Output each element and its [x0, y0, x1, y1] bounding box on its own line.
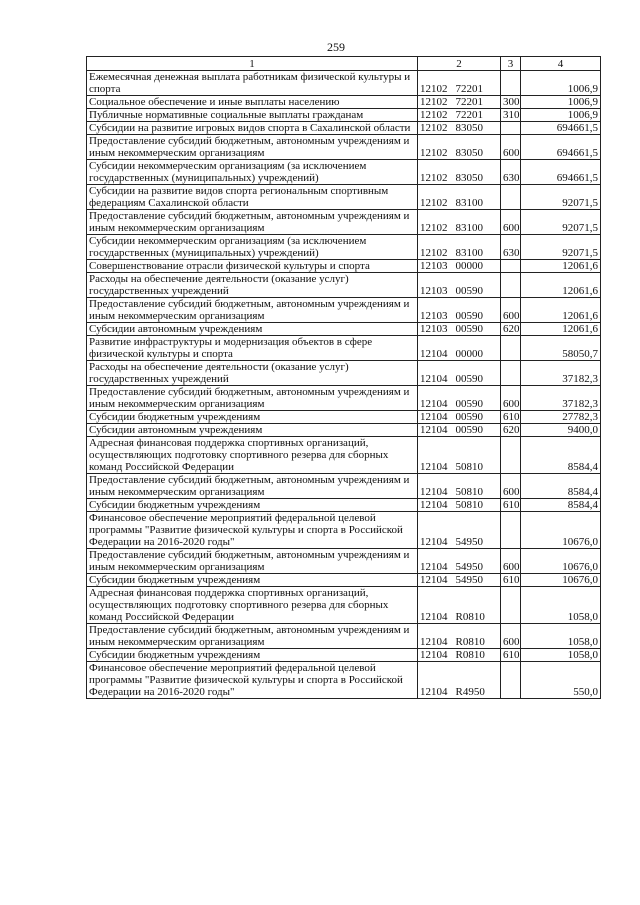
row-name: Предоставление субсидий бюджетным, автономным учреждениям и иным некоммерческим организациям [87, 474, 418, 499]
table-row [87, 624, 601, 649]
row-code-direction: R0810 [455, 636, 485, 648]
row-expense-type: 610 [501, 411, 521, 424]
row-code [418, 160, 501, 185]
row-code [418, 273, 501, 298]
row-code-direction: 50810 [455, 499, 483, 511]
row-code [418, 71, 501, 96]
row-code [418, 323, 501, 336]
row-code-direction: 50810 [455, 461, 483, 473]
budget-table [86, 56, 601, 699]
row-sum: 27782,3 [521, 411, 601, 424]
row-name: Совершенствование отрасли физической культуры и спорта [87, 260, 418, 273]
row-code-program: 12103 [420, 285, 448, 297]
row-sum: 1006,9 [521, 96, 601, 109]
row-expense-type [501, 273, 521, 298]
row-name: Ежемесячная денежная выплата работникам физической культуры и спорта [87, 71, 418, 96]
row-code-direction: 72201 [455, 109, 483, 121]
row-code-program: 12102 [420, 122, 448, 134]
row-code [418, 474, 501, 499]
row-code-direction: 83100 [455, 247, 483, 259]
row-code [418, 361, 501, 386]
table-row [87, 122, 601, 135]
row-sum: 550,0 [521, 662, 601, 699]
row-name: Финансовое обеспечение мероприятий федеральной целевой программы "Развитие физической культуры и спорта в Российской Федерации на 2016-2020 годы" [87, 512, 418, 549]
page-number: 259 [327, 40, 345, 54]
table-row [87, 424, 601, 437]
row-sum: 37182,3 [521, 386, 601, 411]
row-code-direction: 00590 [455, 411, 483, 423]
row-code [418, 336, 501, 361]
table-row [87, 109, 601, 122]
table-row [87, 411, 601, 424]
table-row [87, 336, 601, 361]
row-code-program: 12104 [420, 398, 448, 410]
row-code [418, 662, 501, 699]
row-expense-type [501, 512, 521, 549]
row-code-program: 12102 [420, 222, 448, 234]
row-expense-type: 600 [501, 210, 521, 235]
row-code [418, 235, 501, 260]
row-code [418, 499, 501, 512]
row-expense-type [501, 336, 521, 361]
row-code-direction: 83050 [455, 172, 483, 184]
row-code-program: 12104 [420, 499, 448, 511]
row-sum: 12061,6 [521, 298, 601, 323]
row-code-program: 12104 [420, 461, 448, 473]
row-code-program: 12104 [420, 536, 448, 548]
row-code-program: 12102 [420, 109, 448, 121]
row-expense-type: 610 [501, 574, 521, 587]
row-expense-type: 620 [501, 424, 521, 437]
row-sum: 8584,4 [521, 474, 601, 499]
row-sum: 12061,6 [521, 260, 601, 273]
row-code-direction: 00000 [455, 260, 483, 272]
row-code-direction: 83050 [455, 147, 483, 159]
row-sum: 58050,7 [521, 336, 601, 361]
row-name: Публичные нормативные социальные выплаты гражданам [87, 109, 418, 122]
row-code-program: 12104 [420, 636, 448, 648]
row-expense-type [501, 662, 521, 699]
row-expense-type [501, 437, 521, 474]
row-code [418, 122, 501, 135]
table-row [87, 96, 601, 109]
row-sum: 1058,0 [521, 587, 601, 624]
row-code [418, 411, 501, 424]
row-expense-type: 630 [501, 235, 521, 260]
row-code-program: 12104 [420, 486, 448, 498]
row-expense-type: 310 [501, 109, 521, 122]
row-expense-type: 600 [501, 624, 521, 649]
row-name: Субсидии на развитие видов спорта региональным спортивным федерациям Сахалинской области [87, 185, 418, 210]
row-code [418, 386, 501, 411]
row-code-program: 12104 [420, 686, 448, 698]
row-code-program: 12102 [420, 96, 448, 108]
table-row [87, 185, 601, 210]
row-name: Субсидии на развитие игровых видов спорта в Сахалинской области [87, 122, 418, 135]
row-name: Предоставление субсидий бюджетным, автономным учреждениям и иным некоммерческим организациям [87, 624, 418, 649]
table-row [87, 361, 601, 386]
row-sum: 8584,4 [521, 437, 601, 474]
row-expense-type [501, 185, 521, 210]
row-code-program: 12104 [420, 574, 448, 586]
table-row [87, 649, 601, 662]
row-code-program: 12104 [420, 561, 448, 573]
row-code-program: 12102 [420, 197, 448, 209]
table-row [87, 298, 601, 323]
row-expense-type: 300 [501, 96, 521, 109]
row-code-direction: 00590 [455, 323, 483, 335]
row-expense-type: 600 [501, 135, 521, 160]
row-name: Предоставление субсидий бюджетным, автономным учреждениям и иным некоммерческим организациям [87, 135, 418, 160]
row-name: Субсидии бюджетным учреждениям [87, 411, 418, 424]
column-header-sum: 4 [521, 57, 601, 71]
row-code-direction: R4950 [455, 686, 485, 698]
row-code [418, 210, 501, 235]
row-code-direction: 00000 [455, 348, 483, 360]
row-expense-type [501, 122, 521, 135]
row-code-program: 12104 [420, 649, 448, 661]
row-name: Предоставление субсидий бюджетным, автономным учреждениям и иным некоммерческим организациям [87, 210, 418, 235]
table-header-row [87, 57, 601, 71]
row-sum: 1006,9 [521, 109, 601, 122]
row-code-direction: 72201 [455, 83, 483, 95]
table-row [87, 574, 601, 587]
row-code-direction: 00590 [455, 310, 483, 322]
table-row [87, 549, 601, 574]
row-name: Субсидии автономным учреждениям [87, 424, 418, 437]
row-code [418, 96, 501, 109]
table-row [87, 260, 601, 273]
row-expense-type [501, 71, 521, 96]
table-row [87, 160, 601, 185]
row-sum: 1006,9 [521, 71, 601, 96]
row-code-direction: 00590 [455, 373, 483, 385]
table-row [87, 499, 601, 512]
row-name: Адресная финансовая поддержка спортивных организаций, осуществляющих подготовку спортивного резерва для сборных команд Российской Федерации [87, 587, 418, 624]
row-code-direction: R0810 [455, 649, 485, 661]
row-name: Субсидии бюджетным учреждениям [87, 574, 418, 587]
table-row [87, 662, 601, 699]
row-name: Предоставление субсидий бюджетным, автономным учреждениям и иным некоммерческим организациям [87, 549, 418, 574]
row-code [418, 587, 501, 624]
row-expense-type: 600 [501, 386, 521, 411]
row-expense-type: 620 [501, 323, 521, 336]
row-sum: 9400,0 [521, 424, 601, 437]
row-expense-type: 610 [501, 499, 521, 512]
row-name: Расходы на обеспечение деятельности (оказание услуг) государственных учреждений [87, 361, 418, 386]
row-sum: 694661,5 [521, 160, 601, 185]
row-code [418, 135, 501, 160]
row-name: Субсидии некоммерческим организациям (за исключением государственных (муниципальных) учреждений) [87, 235, 418, 260]
row-code-program: 12104 [420, 411, 448, 423]
row-code-direction: 83050 [455, 122, 483, 134]
row-name: Субсидии некоммерческим организациям (за исключением государственных (муниципальных) учреждений) [87, 160, 418, 185]
table-row [87, 386, 601, 411]
row-sum: 10676,0 [521, 574, 601, 587]
row-expense-type [501, 587, 521, 624]
row-code [418, 298, 501, 323]
row-sum: 92071,5 [521, 235, 601, 260]
row-code-direction: 54950 [455, 536, 483, 548]
table-row [87, 210, 601, 235]
table-row [87, 587, 601, 624]
row-code [418, 185, 501, 210]
row-sum: 12061,6 [521, 323, 601, 336]
row-code-direction: 83100 [455, 222, 483, 234]
row-sum: 694661,5 [521, 135, 601, 160]
row-code-program: 12102 [420, 147, 448, 159]
row-name: Субсидии бюджетным учреждениям [87, 649, 418, 662]
row-code [418, 574, 501, 587]
table-row [87, 235, 601, 260]
row-expense-type: 630 [501, 160, 521, 185]
row-code [418, 649, 501, 662]
row-name: Адресная финансовая поддержка спортивных организаций, осуществляющих подготовку спортивного резерва для сборных команд Российской Федерации [87, 437, 418, 474]
row-expense-type: 600 [501, 474, 521, 499]
table-row [87, 512, 601, 549]
row-name: Субсидии бюджетным учреждениям [87, 499, 418, 512]
row-sum: 694661,5 [521, 122, 601, 135]
row-code-direction: 72201 [455, 96, 483, 108]
row-code-program: 12102 [420, 247, 448, 259]
row-sum: 92071,5 [521, 210, 601, 235]
row-code-program: 12104 [420, 611, 448, 623]
row-code-direction: 00590 [455, 424, 483, 436]
table-row [87, 273, 601, 298]
row-code-direction: 50810 [455, 486, 483, 498]
row-name: Социальное обеспечение и иные выплаты населению [87, 96, 418, 109]
column-header-type: 3 [501, 57, 521, 71]
row-sum: 10676,0 [521, 512, 601, 549]
row-code [418, 512, 501, 549]
row-code [418, 437, 501, 474]
row-expense-type: 610 [501, 649, 521, 662]
row-sum: 37182,3 [521, 361, 601, 386]
column-header-code: 2 [418, 57, 501, 71]
row-name: Предоставление субсидий бюджетным, автономным учреждениям и иным некоммерческим организациям [87, 298, 418, 323]
row-code-program: 12103 [420, 323, 448, 335]
row-code [418, 624, 501, 649]
row-expense-type [501, 361, 521, 386]
row-expense-type: 600 [501, 549, 521, 574]
row-expense-type [501, 260, 521, 273]
row-sum: 1058,0 [521, 649, 601, 662]
row-sum: 12061,6 [521, 273, 601, 298]
row-expense-type: 600 [501, 298, 521, 323]
column-header-name: 1 [87, 57, 418, 71]
row-sum: 10676,0 [521, 549, 601, 574]
row-code-program: 12103 [420, 260, 448, 272]
row-code-program: 12104 [420, 348, 448, 360]
row-code-program: 12102 [420, 172, 448, 184]
row-sum: 8584,4 [521, 499, 601, 512]
table-row [87, 437, 601, 474]
row-code-direction: 00590 [455, 398, 483, 410]
row-sum: 92071,5 [521, 185, 601, 210]
row-code-direction: 00590 [455, 285, 483, 297]
row-code [418, 549, 501, 574]
table-row [87, 71, 601, 96]
row-name: Расходы на обеспечение деятельности (оказание услуг) государственных учреждений [87, 273, 418, 298]
row-code [418, 109, 501, 122]
row-code [418, 424, 501, 437]
table-row [87, 323, 601, 336]
table-row [87, 135, 601, 160]
row-code-program: 12104 [420, 373, 448, 385]
row-name: Субсидии автономным учреждениям [87, 323, 418, 336]
row-code [418, 260, 501, 273]
row-name: Предоставление субсидий бюджетным, автономным учреждениям и иным некоммерческим организациям [87, 386, 418, 411]
row-code-program: 12103 [420, 310, 448, 322]
row-code-direction: R0810 [455, 611, 485, 623]
row-sum: 1058,0 [521, 624, 601, 649]
row-code-direction: 83100 [455, 197, 483, 209]
row-name: Финансовое обеспечение мероприятий федеральной целевой программы "Развитие физической культуры и спорта в Российской Федерации на 2016-2020 годы" [87, 662, 418, 699]
row-code-program: 12102 [420, 83, 448, 95]
row-code-direction: 54950 [455, 561, 483, 573]
row-name: Развитие инфраструктуры и модернизация объектов в сфере физической культуры и спорта [87, 336, 418, 361]
row-code-program: 12104 [420, 424, 448, 436]
row-code-direction: 54950 [455, 574, 483, 586]
table-row [87, 474, 601, 499]
